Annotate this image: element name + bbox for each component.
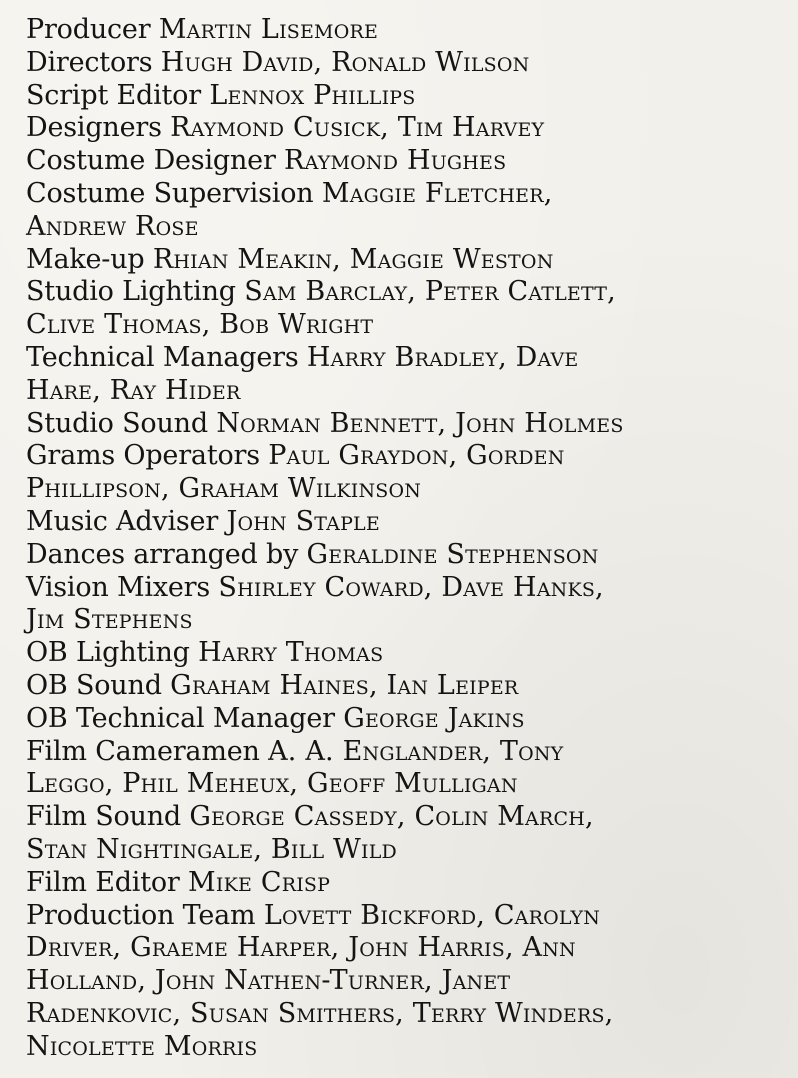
credit-line (26, 539, 786, 572)
credit-line (26, 375, 786, 408)
credit-line (26, 867, 786, 900)
credit-names: Harry Bradley, Dave (306, 341, 579, 373)
credit-names: Raymond Cusick, Tim Harvey (170, 112, 545, 144)
credit-names: A. A. Englander, Tony (268, 735, 564, 767)
credit-role: Music Adviser (26, 505, 219, 537)
credit-line (26, 309, 786, 342)
credit-role: Film Cameramen (26, 735, 260, 767)
credit-line (26, 473, 786, 506)
credit-line (26, 178, 786, 211)
credit-line (26, 408, 786, 441)
credit-names: John Staple (226, 505, 380, 537)
credit-names: Shirley Coward, Dave Hanks, (218, 571, 604, 603)
credit-line (26, 211, 786, 244)
credit-names: Hare, Ray Hider (26, 374, 241, 406)
credit-names: Sam Barclay, Peter Catlett, (244, 276, 616, 308)
credit-role: Costume Supervision (26, 177, 314, 209)
credit-line (26, 506, 786, 539)
credit-role: Studio Lighting (26, 276, 236, 308)
credit-names: Rhian Meakin, Maggie Weston (152, 243, 554, 275)
credit-role: Designers (26, 112, 162, 144)
credit-names: Stan Nightingale, Bill Wild (26, 833, 397, 865)
credit-line (26, 965, 786, 998)
space (276, 145, 284, 176)
credit-role: Film Sound (26, 801, 182, 833)
space (260, 736, 268, 767)
credit-role: Studio Sound (26, 407, 208, 439)
credit-line (26, 736, 786, 769)
credit-role: Costume Designer (26, 145, 276, 177)
credit-line (26, 801, 786, 834)
credit-line (26, 604, 786, 637)
credit-role: Producer (26, 14, 151, 45)
space (255, 900, 263, 931)
credit-role: Vision Mixers (26, 571, 211, 603)
space (313, 178, 321, 209)
credit-role: Production Team (26, 899, 256, 931)
credit-names: George Jakins (343, 702, 525, 734)
credit-names: Hugh David, Ronald Wilson (160, 46, 530, 78)
space (162, 670, 170, 701)
credit-role: Dances arranged by (26, 538, 299, 570)
credit-names: Clive Thomas, Bob Wright (26, 309, 374, 341)
credit-line (26, 670, 786, 703)
credit-role: Make-up (26, 243, 145, 275)
credit-names: Geraldine Stephenson (306, 538, 599, 570)
credit-line (26, 768, 786, 801)
space (152, 47, 160, 78)
credit-line (26, 703, 786, 736)
credit-line (26, 276, 786, 309)
credit-line (26, 932, 786, 965)
credit-line (26, 244, 786, 277)
space (162, 112, 170, 143)
credit-names: Jim Stephens (26, 604, 193, 636)
credit-role: OB Technical Manager (26, 702, 335, 734)
credit-names: Leggo, Phil Meheux, Geoff Mulligan (26, 768, 518, 800)
credit-names: Nicolette Morris (26, 1030, 258, 1062)
credit-line (26, 900, 786, 933)
credit-line (26, 342, 786, 375)
credit-names: Radenkovic, Susan Smithers, Terry Winders, (26, 997, 614, 1029)
credit-names: Paul Graydon, Gorden (268, 440, 565, 472)
credit-names: Harry Thomas (198, 637, 384, 669)
credit-names: Lovett Bickford, Carolyn (263, 899, 601, 931)
space (190, 637, 198, 668)
space (180, 867, 188, 898)
credit-line (26, 572, 786, 605)
credit-line (26, 440, 786, 473)
credit-line (26, 47, 786, 80)
credit-line (26, 834, 786, 867)
credit-names: Norman Bennett, John Holmes (216, 407, 624, 439)
credit-names: Martin Lisemore (158, 14, 379, 45)
credit-names: George Cassedy, Colin March, (189, 801, 594, 833)
space (335, 703, 343, 734)
credit-names: Phillipson, Graham Wilkinson (26, 473, 422, 505)
space (150, 14, 158, 45)
credit-line (26, 112, 786, 145)
credits-list (26, 14, 786, 1064)
credit-names: Graham Haines, Ian Leiper (170, 669, 519, 701)
credit-role: Grams Operators (26, 440, 260, 472)
credit-line (26, 145, 786, 178)
credit-names: Lennox Phillips (209, 79, 416, 111)
credit-line (26, 637, 786, 670)
credit-role: Film Editor (26, 866, 180, 898)
credit-role: Directors (26, 46, 153, 78)
credit-names: Andrew Rose (26, 210, 199, 242)
credit-names: Maggie Fletcher, (321, 177, 553, 209)
credit-role: Technical Managers (26, 341, 299, 373)
credit-role: OB Lighting (26, 637, 190, 669)
credit-names: Mike Crisp (188, 866, 331, 898)
credit-role: Script Editor (26, 79, 201, 111)
credit-names: Holland, John Nathen-Turner, Janet (26, 965, 511, 997)
credit-names: Driver, Graeme Harper, John Harris, Ann (26, 932, 576, 964)
space (299, 342, 307, 373)
credit-line (26, 14, 786, 47)
credit-names: Raymond Hughes (284, 145, 507, 177)
credit-role: OB Sound (26, 669, 162, 701)
credit-line (26, 998, 786, 1031)
space (144, 244, 152, 275)
space (298, 539, 306, 570)
credit-line (26, 80, 786, 113)
credit-line (26, 1031, 786, 1064)
